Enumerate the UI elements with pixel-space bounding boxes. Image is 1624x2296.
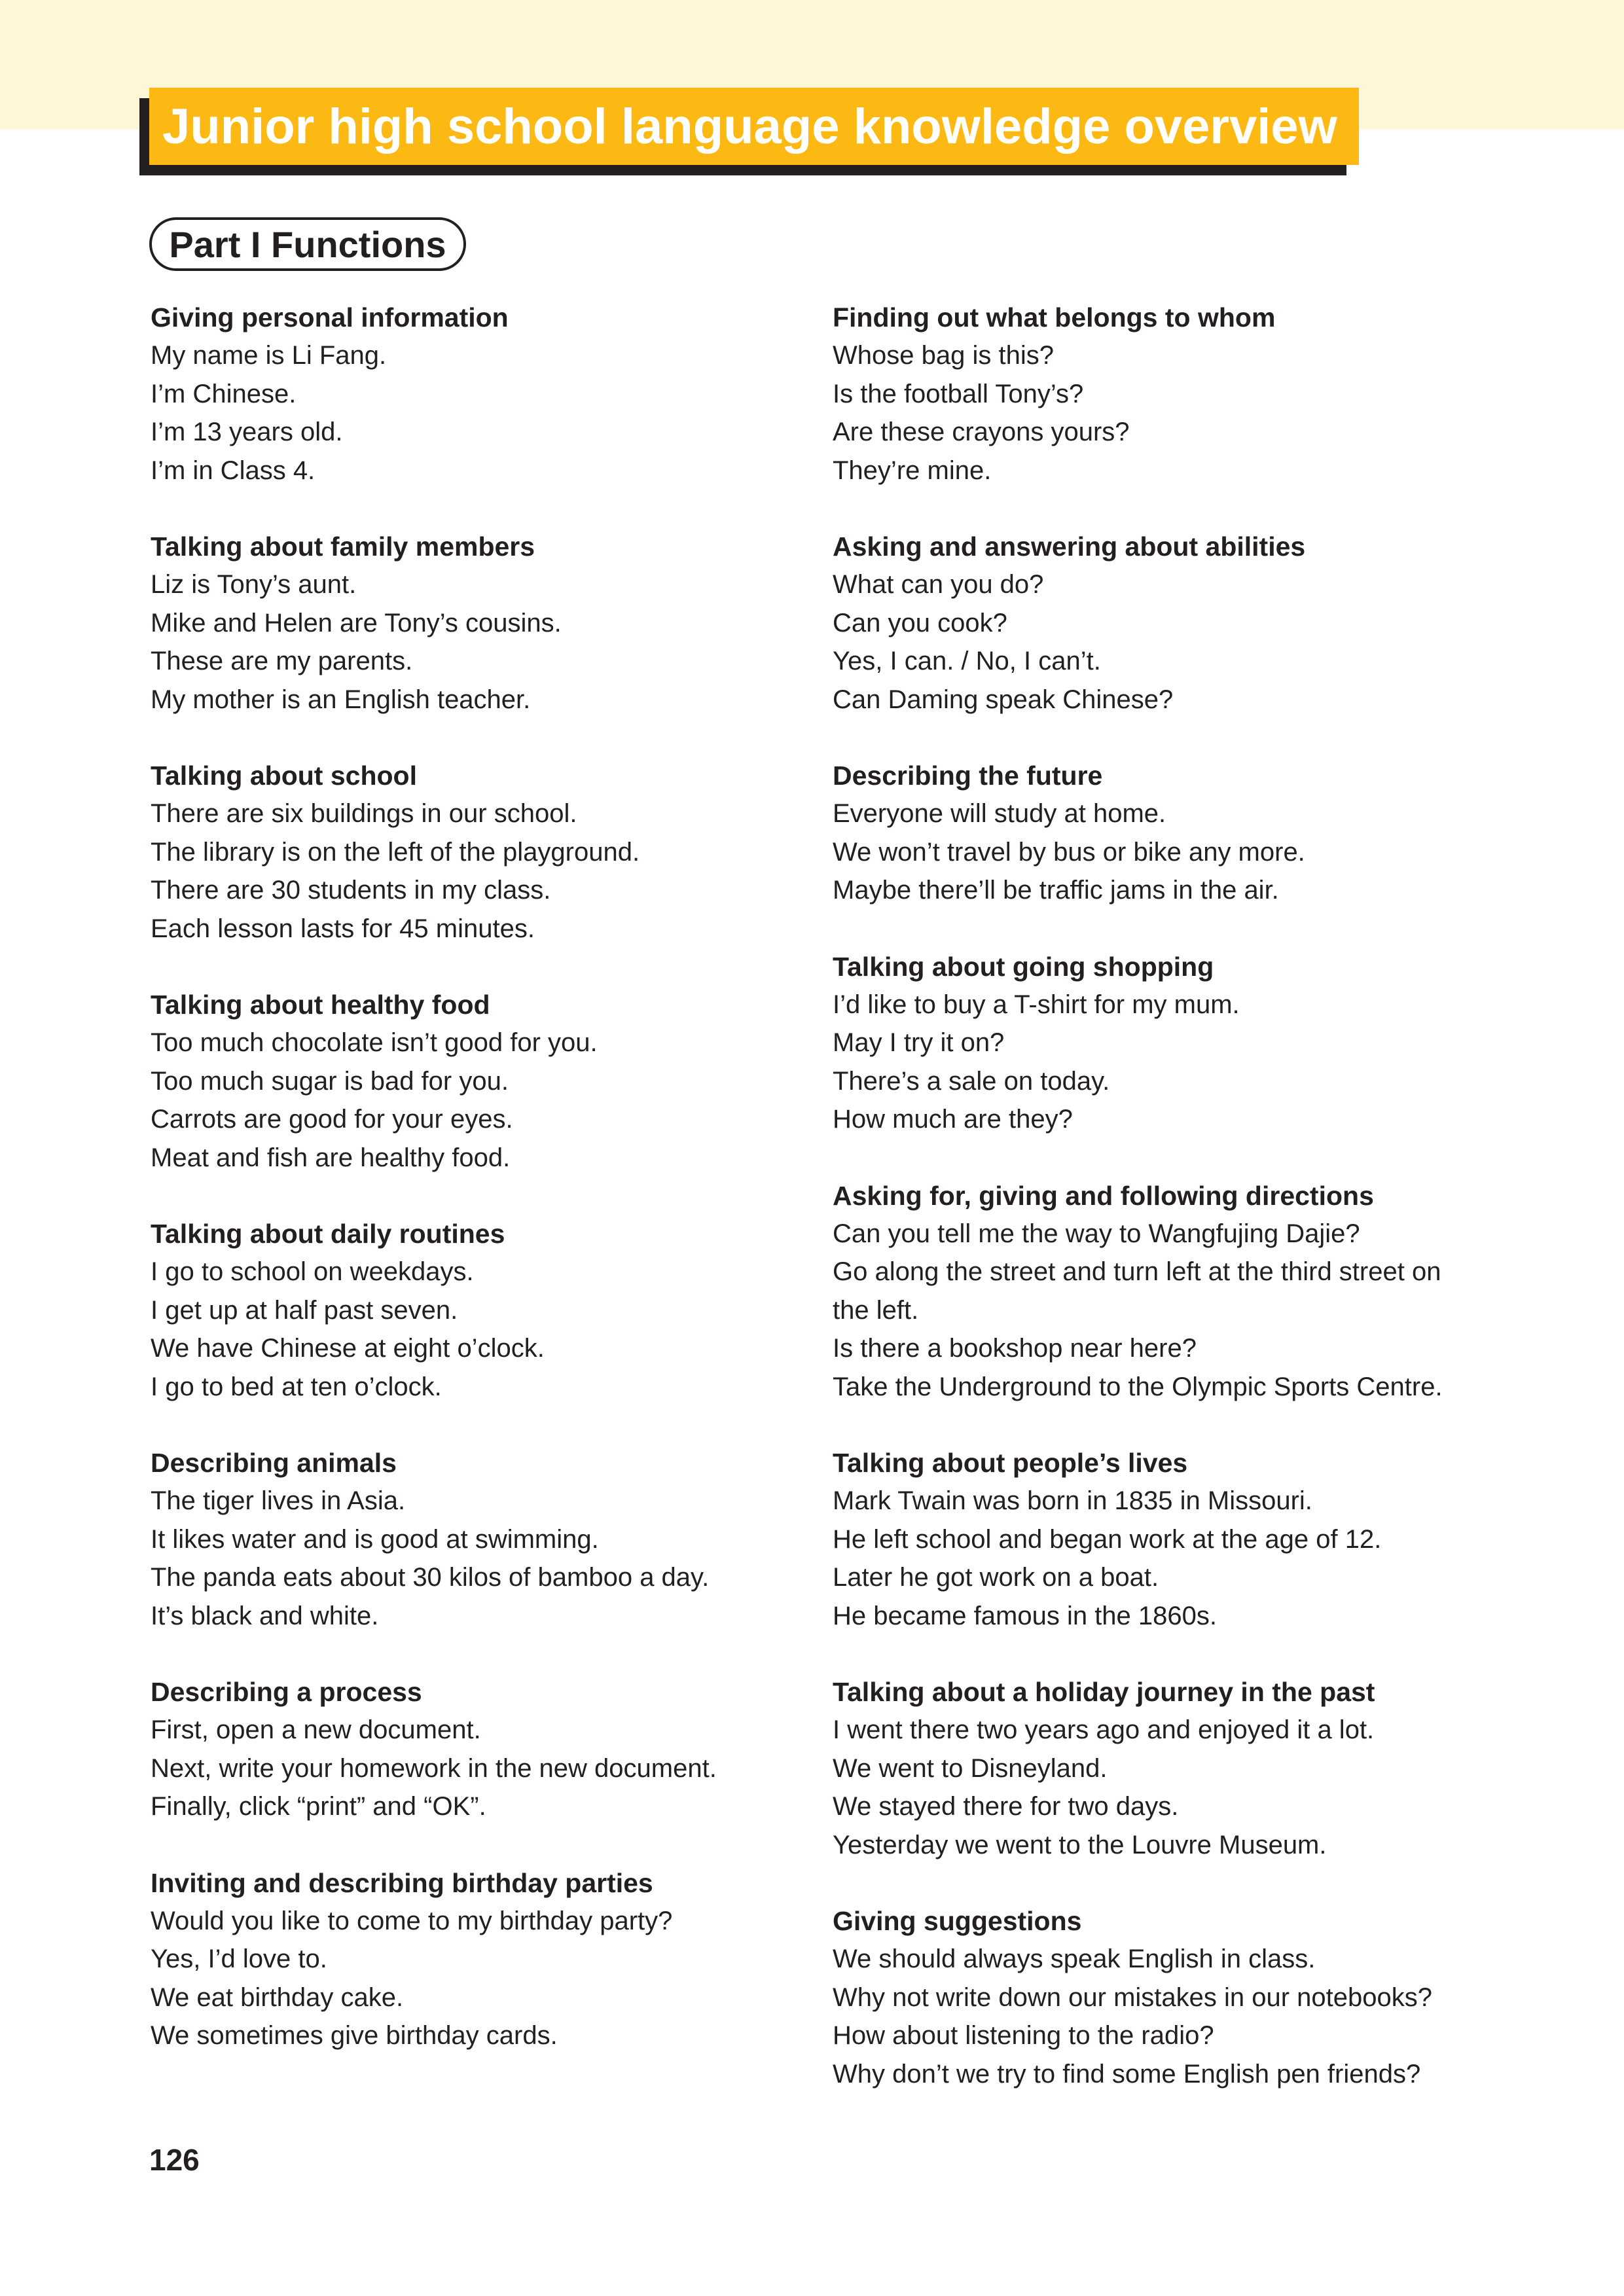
section-heading: Talking about school — [151, 761, 417, 791]
example-sentence: Next, write your homework in the new document. — [151, 1753, 717, 1783]
section-heading: Talking about people’s lives — [833, 1448, 1188, 1478]
example-sentence: I’m Chinese. — [151, 379, 297, 408]
example-sentence: These are my parents. — [151, 647, 413, 675]
example-sentence: There are six buildings in our school. — [151, 799, 577, 828]
example-sentence: The tiger lives in Asia. — [151, 1486, 406, 1515]
left-column — [151, 298, 805, 2093]
example-sentence: They’re mine. — [833, 456, 992, 485]
example-sentence: He left school and began work at the age of 12. — [833, 1524, 1382, 1554]
example-sentence: What can you do? — [833, 570, 1044, 599]
example-sentence: Go along the street and turn left at the third street on — [833, 1257, 1441, 1286]
section-describing-the-future — [833, 757, 1487, 910]
example-sentence: There’s a sale on today. — [833, 1066, 1110, 1096]
example-sentence: Are these crayons yours? — [833, 418, 1130, 446]
example-sentence: Liz is Tony’s aunt. — [151, 570, 357, 599]
section-talking-about-school — [151, 757, 805, 948]
section-talking-about-family-members — [151, 528, 805, 719]
section-heading: Giving personal information — [151, 302, 509, 332]
section-talking-about-a-holiday-journey-in-the-past — [833, 1673, 1487, 1864]
example-sentence: He became famous in the 1860s. — [833, 1601, 1218, 1630]
example-sentence: I get up at half past seven. — [151, 1295, 458, 1325]
example-sentence: The panda eats about 30 kilos of bamboo a day. — [151, 1563, 710, 1592]
section-inviting-and-describing-birthday-parties — [151, 1864, 805, 2055]
example-sentence: There are 30 students in my class. — [151, 876, 551, 905]
section-describing-a-process — [151, 1673, 805, 1826]
example-sentence: How about listening to the radio? — [833, 2021, 1214, 2050]
example-sentence: Can you tell me the way to Wangfujing Dajie? — [833, 1219, 1360, 1248]
example-sentence: My name is Li Fang. — [151, 341, 387, 370]
section-heading: Talking about a holiday journey in the past — [833, 1677, 1375, 1707]
example-sentence: Yes, I can. / No, I can’t. — [833, 647, 1101, 675]
example-sentence: We sometimes give birthday cards. — [151, 2021, 558, 2050]
example-sentence: Why not write down our mistakes in our notebooks? — [833, 1982, 1432, 2012]
example-sentence: How much are they? — [833, 1105, 1073, 1134]
right-column — [833, 298, 1487, 2131]
example-sentence: Meat and fish are healthy food. — [151, 1143, 511, 1172]
section-talking-about-people-s-lives — [833, 1444, 1487, 1635]
title-banner — [149, 88, 1359, 165]
section-asking-for-giving-and-following-directions — [833, 1177, 1487, 1407]
example-sentence: My mother is an English teacher. — [151, 685, 531, 714]
section-heading: Talking about daily routines — [151, 1219, 505, 1249]
section-heading: Describing the future — [833, 761, 1103, 791]
section-heading: Talking about going shopping — [833, 951, 1214, 982]
example-sentence: Why don’t we try to find some English pen friends? — [833, 2059, 1421, 2089]
example-sentence: Take the Underground to the Olympic Sports Centre. — [833, 1372, 1443, 1401]
example-sentence: Finally, click “print” and “OK”. — [151, 1792, 486, 1821]
page-number: 126 — [149, 2143, 200, 2177]
example-sentence: Everyone will study at home. — [833, 799, 1166, 828]
section-finding-out-what-belongs-to-whom — [833, 298, 1487, 490]
section-heading: Asking for, giving and following directions — [833, 1180, 1374, 1211]
example-sentence: May I try it on? — [833, 1028, 1005, 1057]
example-sentence: We should always speak English in class. — [833, 1945, 1316, 1973]
example-sentence: Mark Twain was born in 1835 in Missouri. — [833, 1486, 1312, 1515]
example-sentence: Maybe there’ll be traffic jams in the air. — [833, 876, 1279, 905]
example-sentence: Too much chocolate isn’t good for you. — [151, 1028, 598, 1057]
example-sentence: Would you like to come to my birthday party? — [151, 1906, 673, 1935]
example-sentence: Each lesson lasts for 45 minutes. — [151, 914, 535, 943]
example-sentence: It likes water and is good at swimming. — [151, 1524, 599, 1554]
example-sentence: I’m 13 years old. — [151, 418, 343, 446]
example-sentence: Mike and Helen are Tony’s cousins. — [151, 608, 562, 637]
example-sentence: Yesterday we went to the Louvre Museum. — [833, 1830, 1327, 1859]
section-heading: Asking and answering about abilities — [833, 531, 1306, 562]
part-label: Part I Functions — [149, 217, 466, 271]
section-heading: Describing animals — [151, 1448, 397, 1478]
example-sentence: I go to bed at ten o’clock. — [151, 1372, 442, 1401]
section-giving-suggestions — [833, 1902, 1487, 2093]
example-sentence: We stayed there for two days. — [833, 1792, 1179, 1821]
example-sentence: Carrots are good for your eyes. — [151, 1105, 513, 1134]
example-sentence: I went there two years ago and enjoyed it a lot. — [833, 1715, 1375, 1744]
section-heading: Giving suggestions — [833, 1906, 1082, 1936]
example-sentence: Is there a bookshop near here? — [833, 1334, 1197, 1363]
section-heading: Describing a process — [151, 1677, 422, 1707]
example-sentence: Too much sugar is bad for you. — [151, 1066, 509, 1096]
example-sentence: It’s black and white. — [151, 1601, 379, 1630]
example-sentence: First, open a new document. — [151, 1715, 481, 1744]
example-sentence: Can Daming speak Chinese? — [833, 685, 1174, 714]
example-sentence: We eat birthday cake. — [151, 1982, 404, 2012]
example-sentence: I go to school on weekdays. — [151, 1257, 474, 1286]
section-giving-personal-information — [151, 298, 805, 490]
section-describing-animals — [151, 1444, 805, 1635]
example-sentence: We won’t travel by bus or bike any more. — [833, 837, 1305, 867]
section-talking-about-daily-routines — [151, 1215, 805, 1406]
example-sentence: Yes, I’d love to. — [151, 1945, 327, 1973]
example-sentence: Later he got work on a boat. — [833, 1563, 1159, 1592]
example-sentence: The library is on the left of the playground. — [151, 837, 640, 867]
page-title: Junior high school language knowledge overview — [162, 98, 1337, 154]
example-sentence: I’d like to buy a T-shirt for my mum. — [833, 990, 1240, 1019]
section-heading: Talking about healthy food — [151, 990, 490, 1020]
section-asking-and-answering-about-abilities — [833, 528, 1487, 719]
section-talking-about-going-shopping — [833, 948, 1487, 1139]
section-heading: Talking about family members — [151, 531, 535, 562]
section-heading: Inviting and describing birthday parties — [151, 1867, 653, 1898]
example-sentence: the left. — [833, 1295, 919, 1325]
section-heading: Finding out what belongs to whom — [833, 302, 1276, 332]
example-sentence: We went to Disneyland. — [833, 1753, 1108, 1783]
example-sentence: Can you cook? — [833, 608, 1007, 637]
example-sentence: Is the football Tony’s? — [833, 379, 1084, 408]
example-sentence: Whose bag is this? — [833, 341, 1054, 370]
example-sentence: I’m in Class 4. — [151, 456, 316, 485]
section-talking-about-healthy-food — [151, 986, 805, 1177]
example-sentence: We have Chinese at eight o’clock. — [151, 1334, 545, 1363]
